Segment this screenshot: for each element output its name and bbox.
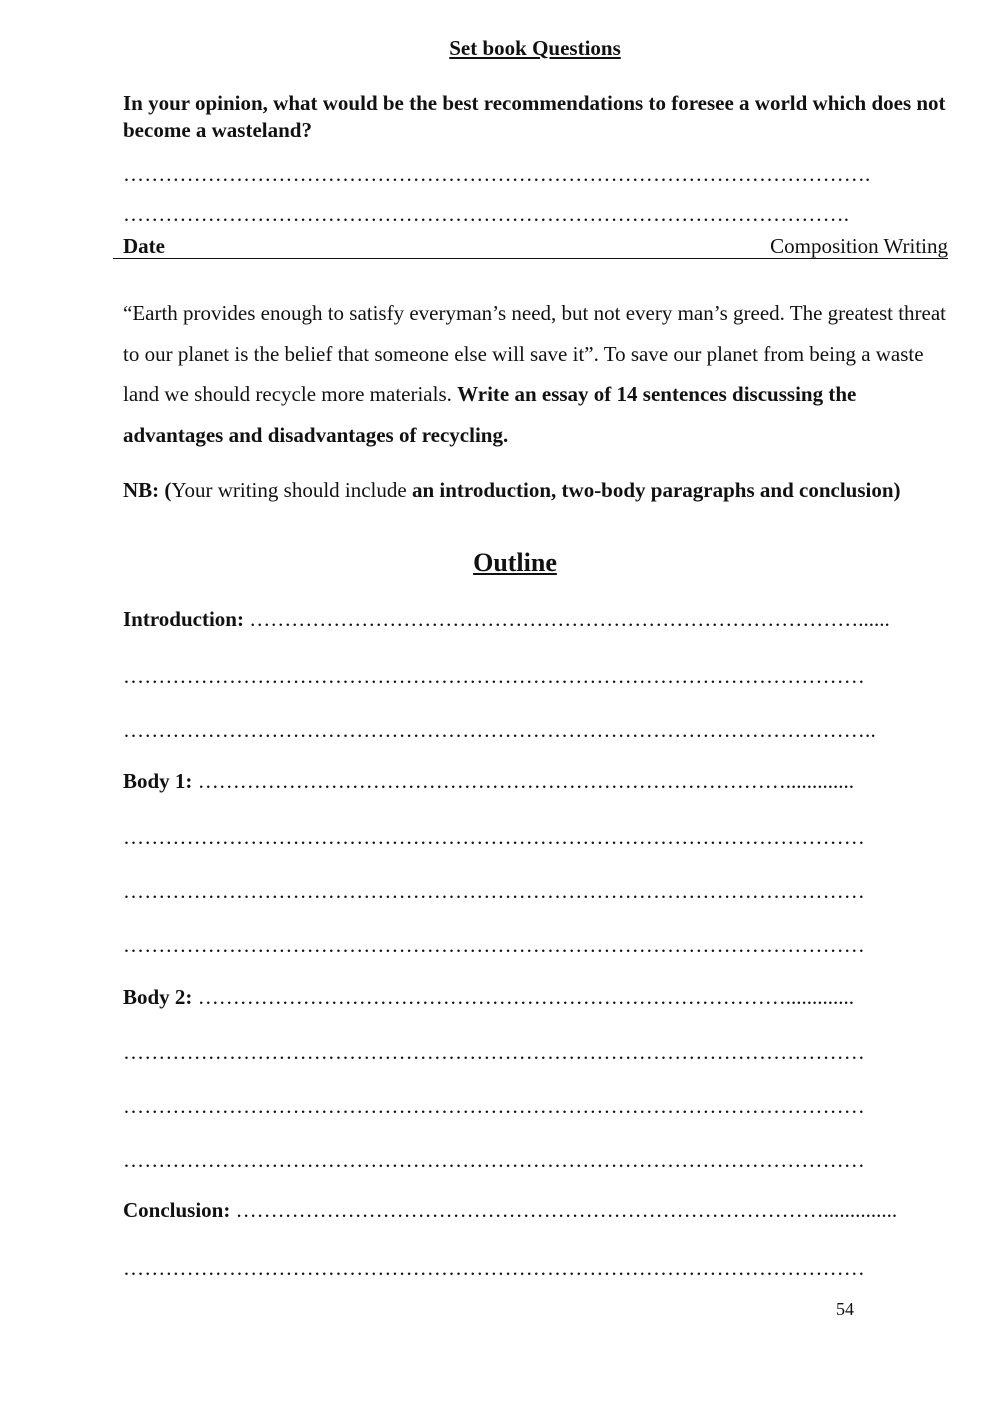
outline-title: Outline	[473, 548, 557, 577]
introduction-line[interactable]	[123, 607, 890, 632]
body2-answer-line[interactable]: ……………………………………………………………………………………………	[123, 1094, 865, 1118]
body2-dots: ………………………………………………………………………….............	[197, 985, 854, 1009]
set-book-heading: Set book Questions	[449, 36, 621, 60]
introduction-answer-line[interactable]: ……………………………………………………………………………………………	[123, 664, 865, 688]
date-label: Date	[123, 234, 165, 258]
conclusion-answer-line[interactable]: ……………………………………………………………………………………………	[123, 1256, 865, 1280]
nb-note	[123, 477, 923, 503]
nb-plain: Your writing should include	[171, 478, 407, 502]
body1-line[interactable]	[123, 769, 854, 794]
prompt-task: Write an essay of 14 sentences discussing the advantages and disadvantages of recycling.	[123, 382, 857, 447]
body2-answer-line[interactable]: ……………………………………………………………………………………………	[123, 1040, 865, 1064]
conclusion-line[interactable]	[123, 1198, 897, 1223]
body1-label: Body 1:	[123, 769, 193, 793]
nb-open-paren: (	[164, 478, 172, 502]
body2-line[interactable]	[123, 985, 854, 1010]
conclusion-label: Conclusion:	[123, 1198, 231, 1222]
body1-dots: ………………………………………………………………………….............	[197, 769, 854, 793]
prompt-quote: “Earth provides enough to satisfy everyman’s need, but not every man’s greed. The greatest threat to our planet is the belief that someone else will save it”. To save our planet from being a waste land we should recycle more materials.	[123, 301, 947, 406]
introduction-dots: ……………………………………………………………………………......	[249, 607, 890, 631]
set-book-question: In your opinion, what would be the best recommendations to foresee a world which does not become a wasteland?	[123, 91, 946, 142]
body1-answer-line[interactable]: ……………………………………………………………………………………………	[123, 825, 865, 849]
answer-line[interactable]: ………………………………………………………………………………………….	[123, 202, 850, 226]
answer-line[interactable]: …………………………………………………………………………………………….	[123, 162, 871, 186]
body1-answer-line[interactable]: ……………………………………………………………………………………………	[123, 933, 865, 957]
conclusion-dots: …………………………………………………………………………..............	[235, 1198, 898, 1222]
body2-label: Body 2:	[123, 985, 193, 1009]
date-row	[113, 234, 948, 259]
page-number: 54	[836, 1299, 854, 1319]
introduction-answer-line[interactable]: ……………………………………………………………………………………………..	[123, 718, 876, 742]
introduction-label: Introduction:	[123, 607, 244, 631]
nb-label: NB:	[123, 478, 160, 502]
nb-bold: an introduction, two-body paragraphs and conclusion)	[411, 478, 901, 502]
composition-prompt	[123, 293, 953, 455]
section-title: Composition Writing	[770, 234, 948, 258]
body1-answer-line[interactable]: ……………………………………………………………………………………………	[123, 879, 865, 903]
body2-answer-line[interactable]: ……………………………………………………………………………………………	[123, 1148, 865, 1172]
